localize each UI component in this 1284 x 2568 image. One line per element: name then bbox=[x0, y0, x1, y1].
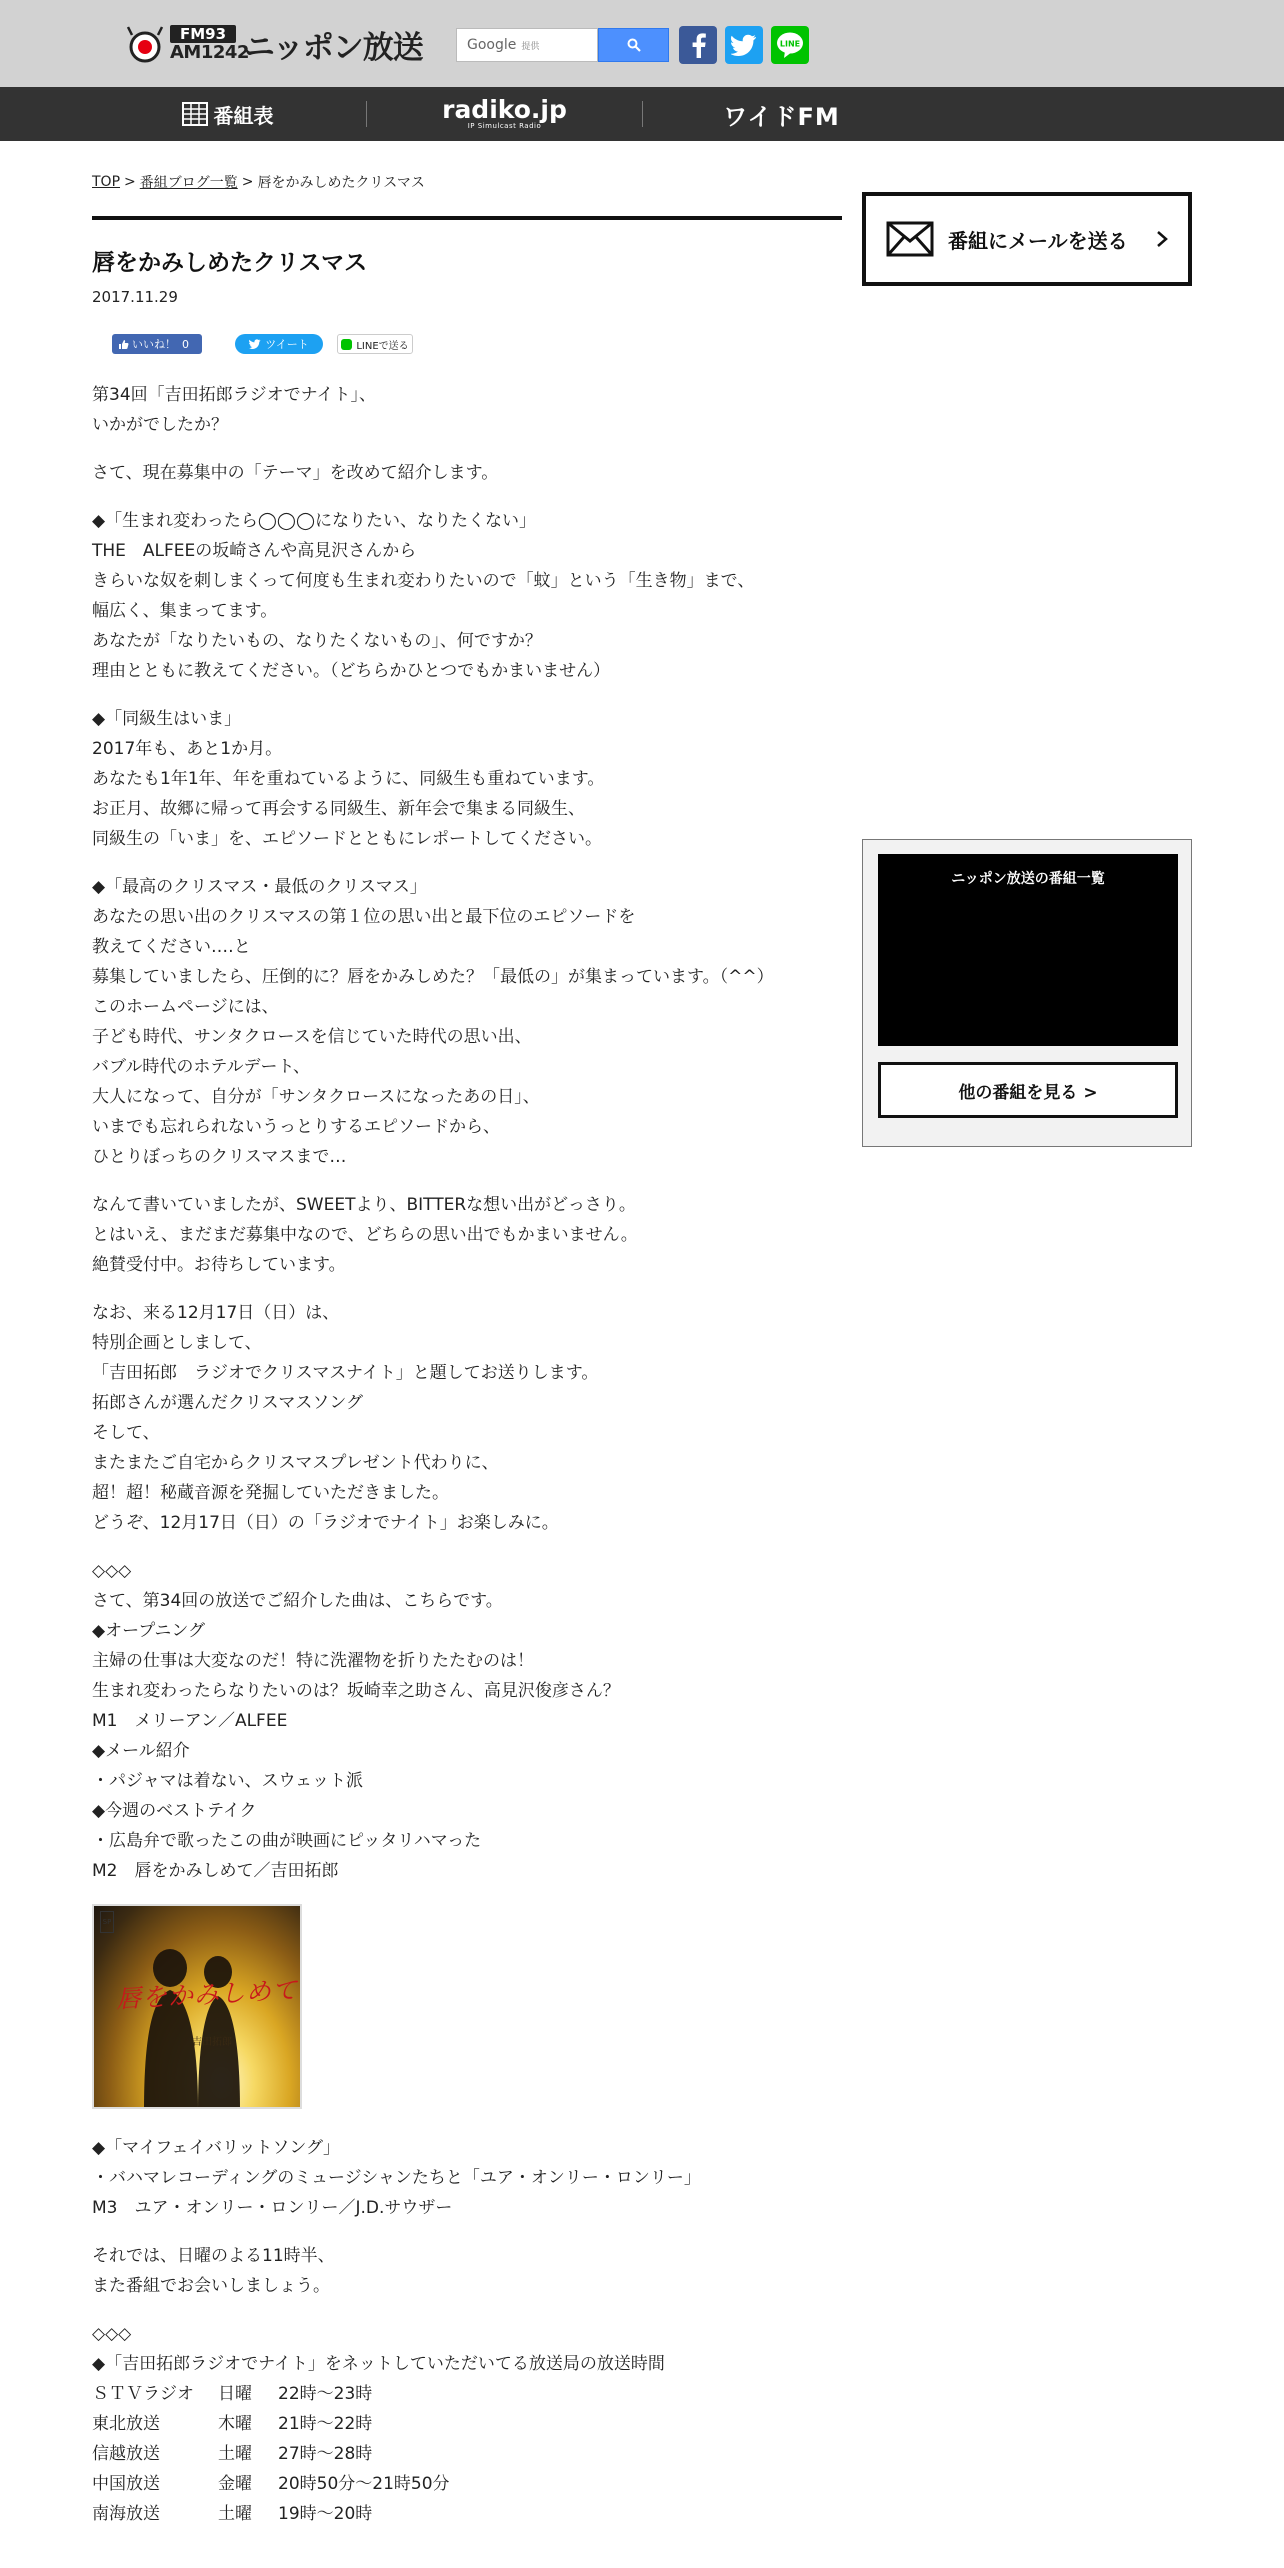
text-line: 2017年も、あと1か月。 bbox=[92, 739, 283, 759]
nav-divider bbox=[642, 101, 643, 127]
station-day: 土曜 bbox=[218, 2444, 252, 2464]
paragraph bbox=[92, 872, 842, 1172]
send-mail-button[interactable] bbox=[862, 192, 1192, 286]
paragraph bbox=[92, 2241, 842, 2301]
text-line: M3 ユア・オンリー・ロンリー／J.D.サウザー bbox=[92, 2198, 453, 2218]
station-time: 22時～23時 bbox=[278, 2384, 373, 2404]
breadcrumb-top-link[interactable]: TOP bbox=[92, 174, 121, 190]
text-line: ◆「マイフェイバリットソング」 bbox=[92, 2138, 341, 2158]
nav-radiko-sub: IP Simulcast Radio bbox=[467, 122, 542, 130]
facebook-icon bbox=[688, 32, 708, 58]
paragraph bbox=[92, 506, 842, 686]
text-line: 理由とともに教えてください。（どちらかひとつでもかまいません） bbox=[92, 661, 611, 681]
chevron-right-icon bbox=[1156, 230, 1168, 248]
grid-table-icon bbox=[182, 102, 208, 126]
twitter-bird-icon bbox=[249, 339, 261, 349]
tweet-label: ツイート bbox=[265, 338, 309, 351]
breadcrumb-separator: > bbox=[124, 174, 136, 190]
text-line: あなたが「なりたいもの、なりたくないもの」、何ですか？ bbox=[92, 631, 542, 651]
line-small-icon bbox=[341, 339, 352, 350]
paragraph bbox=[92, 1298, 842, 1538]
breadcrumb-current: 唇をかみしめたクリスマス bbox=[257, 175, 425, 191]
text-line: 第34回「吉田拓郎ラジオでナイト」、 bbox=[92, 385, 376, 405]
station-day: 日曜 bbox=[218, 2384, 252, 2404]
nav-radiko-label: radiko.jp bbox=[442, 95, 567, 124]
nav-program-guide-label: 番組表 bbox=[213, 103, 274, 128]
google-brand: Google bbox=[467, 37, 517, 53]
blog-main bbox=[92, 172, 842, 2529]
nav-wide-fm-label: ワイドFM bbox=[723, 102, 840, 131]
text-line: 子ども時代、サンタクロースを信じていた時代の思い出、 bbox=[92, 1027, 532, 1047]
paragraph bbox=[92, 380, 842, 440]
site-header bbox=[0, 0, 1284, 87]
google-search bbox=[456, 28, 669, 62]
facebook-share-button[interactable] bbox=[679, 26, 717, 64]
line-send-button[interactable] bbox=[337, 334, 413, 354]
station-name: 信越放送 bbox=[92, 2444, 160, 2464]
text-line: またまたご自宅からクリスマスプレゼント代わりに、 bbox=[92, 1453, 499, 1473]
station-mark-icon bbox=[126, 25, 164, 63]
station-time: 21時～22時 bbox=[278, 2414, 373, 2434]
text-line: ◇◇◇ bbox=[92, 2324, 132, 2344]
title-rule bbox=[92, 216, 842, 220]
text-line: さて、現在募集中の「テーマ」を改めて紹介します。 bbox=[92, 463, 499, 483]
text-line: THE ALFEEの坂崎さんや高見沢さんから bbox=[92, 541, 417, 561]
nav-wide-fm[interactable] bbox=[644, 87, 919, 141]
text-line: このホームページには、 bbox=[92, 997, 279, 1017]
frequency-badge bbox=[170, 24, 249, 64]
station-day: 木曜 bbox=[218, 2414, 252, 2434]
station-time: 27時～28時 bbox=[278, 2444, 373, 2464]
text-line: 拓郎さんが選んだクリスマスソング bbox=[92, 1393, 363, 1413]
text-line: 大人になって、自分が「サンタクロースになったあの日」、 bbox=[92, 1087, 540, 1107]
site-logo[interactable] bbox=[126, 22, 423, 66]
station-name: 東北放送 bbox=[92, 2414, 160, 2434]
station-day: 金曜 bbox=[218, 2474, 252, 2494]
text-line: M1 メリーアン／ALFEE bbox=[92, 1711, 288, 1731]
paragraph bbox=[92, 2319, 842, 2379]
station-row bbox=[92, 2499, 842, 2529]
text-line: お正月、故郷に帰って再会する同級生、新年会で集まる同級生、 bbox=[92, 799, 585, 819]
facebook-like-count: 0 bbox=[182, 337, 189, 351]
station-day: 土曜 bbox=[218, 2504, 252, 2524]
text-line: ・バハマレコーディングのミュージシャンたちと「ユア・オンリー・ロンリー」 bbox=[92, 2168, 701, 2188]
text-line: 絶賛受付中。お待ちしています。 bbox=[92, 1255, 346, 1275]
text-line: なお、来る12月17日（日）は、 bbox=[92, 1303, 340, 1323]
text-line: M2 唇をかみしめて／吉田拓郎 bbox=[92, 1861, 339, 1881]
text-line: ・広島弁で歌ったこの曲が映画にピッタリハマった bbox=[92, 1831, 482, 1851]
text-line: 募集していましたら、圧倒的に？唇をかみしめた？「最低の」が集まっています。（^^） bbox=[92, 967, 774, 987]
program-list-widget bbox=[862, 839, 1192, 1147]
post-title: 唇をかみしめたクリスマス bbox=[92, 250, 368, 276]
send-mail-label: 番組にメールを送る bbox=[948, 228, 1128, 253]
text-line: ひとりぼっちのクリスマスまで… bbox=[92, 1147, 347, 1167]
text-line: どうぞ、12月17日（日）の「ラジオでナイト」お楽しみに。 bbox=[92, 1513, 559, 1533]
program-list-panel bbox=[878, 854, 1178, 1046]
text-line: ・パジャマは着ない、スウェット派 bbox=[92, 1771, 363, 1791]
text-line: ◆「同級生はいま」 bbox=[92, 709, 242, 729]
nav-radiko[interactable] bbox=[367, 87, 642, 141]
paragraph bbox=[92, 704, 842, 854]
twitter-icon bbox=[731, 34, 757, 56]
jacket-artist: 吉田拓郎 bbox=[192, 2037, 232, 2048]
text-line: ◆「最高のクリスマス・最低のクリスマス」 bbox=[92, 877, 427, 897]
thumbs-up-icon bbox=[118, 339, 129, 350]
text-line: ◆メール紹介 bbox=[92, 1741, 190, 1761]
search-provided-label: 提供 bbox=[521, 41, 540, 52]
line-send-label: LINEで送る bbox=[356, 340, 409, 352]
program-list-title: ニッポン放送の番組一覧 bbox=[951, 871, 1105, 887]
twitter-share-button[interactable] bbox=[725, 26, 763, 64]
station-time: 20時50分～21時50分 bbox=[278, 2474, 450, 2494]
text-line: いかがでしたか？ bbox=[92, 415, 228, 435]
svg-text:LINE: LINE bbox=[779, 39, 801, 49]
station-name: 中国放送 bbox=[92, 2474, 160, 2494]
station-time: 19時～20時 bbox=[278, 2504, 373, 2524]
text-line: いまでも忘れられないうっとりするエピソードから、 bbox=[92, 1117, 500, 1137]
text-line: なんて書いていましたが、SWEETより、BITTERな想い出がどっさり。 bbox=[92, 1195, 636, 1215]
search-input[interactable] bbox=[456, 28, 598, 62]
text-line: さて、第34回の放送でご紹介した曲は、こちらです。 bbox=[92, 1591, 503, 1611]
station-row bbox=[92, 2379, 842, 2409]
text-line: ◆「吉田拓郎ラジオでナイト」をネットしていただいてる放送局の放送時間 bbox=[92, 2354, 665, 2374]
facebook-like-button[interactable] bbox=[112, 334, 202, 354]
facebook-like-label: いいね！ bbox=[132, 338, 176, 351]
text-line: ◇◇◇ bbox=[92, 1561, 132, 1581]
station-schedule bbox=[92, 2379, 842, 2529]
paragraph bbox=[92, 1556, 842, 1886]
text-line: また番組でお会いしましょう。 bbox=[92, 2276, 330, 2296]
text-line: 特別企画としまして、 bbox=[92, 1333, 262, 1353]
search-button[interactable] bbox=[598, 28, 669, 62]
paragraph bbox=[92, 1190, 842, 1280]
breadcrumb-blog-list-link[interactable]: 番組ブログ一覧 bbox=[139, 175, 238, 191]
text-line: そして、 bbox=[92, 1423, 160, 1443]
station-row bbox=[92, 2439, 842, 2469]
text-line: 幅広く、集まってます。 bbox=[92, 601, 278, 621]
am-frequency: AM1242 bbox=[170, 42, 249, 63]
main-nav bbox=[0, 87, 1284, 141]
text-line: 教えてください‥‥と bbox=[92, 937, 251, 957]
paragraph bbox=[92, 458, 842, 488]
mail-icon bbox=[886, 221, 934, 257]
text-line: きらいな奴を刺しまくって何度も生まれ変わりたいので「蚊」という「生き物」まで、 bbox=[92, 571, 755, 591]
jacket-title: 唇をかみしめて bbox=[115, 1975, 299, 2014]
share-buttons bbox=[92, 334, 842, 354]
station-name: ＳＴＶラジオ bbox=[92, 2384, 194, 2404]
text-line: ◆オープニング bbox=[92, 1621, 206, 1641]
tweet-button[interactable] bbox=[235, 334, 323, 354]
post-body bbox=[92, 380, 842, 2529]
station-name: 南海放送 bbox=[92, 2504, 160, 2524]
text-line: ◆今週のベストテイク bbox=[92, 1801, 257, 1821]
text-line: 超！超！秘蔵音源を発掘していただきました。 bbox=[92, 1483, 449, 1503]
line-icon bbox=[775, 31, 805, 59]
station-row bbox=[92, 2409, 842, 2439]
breadcrumb bbox=[92, 172, 842, 192]
search-icon bbox=[627, 38, 641, 52]
line-share-button[interactable] bbox=[771, 26, 809, 64]
breadcrumb-separator: > bbox=[241, 174, 254, 190]
record-label-badge: SP bbox=[100, 1911, 114, 1933]
text-line: 同級生の「いま」を、エピソードとともにレポートしてください。 bbox=[92, 829, 602, 849]
text-line: 生まれ変わったらなりたいのは？坂崎幸之助さん、高見沢俊彦さん？ bbox=[92, 1681, 620, 1701]
record-jacket-image bbox=[92, 1904, 302, 2109]
text-line: バブル時代のホテルデート、 bbox=[92, 1057, 310, 1077]
text-line: とはいえ、まだまだ募集中なので、どちらの思い出でもかまいません。 bbox=[92, 1225, 638, 1245]
text-line: あなたの思い出のクリスマスの第１位の思い出と最下位のエピソードを bbox=[92, 907, 636, 927]
text-line: それでは、日曜のよる11時半、 bbox=[92, 2246, 335, 2266]
text-line: 「吉田拓郎 ラジオでクリスマスナイト」と題してお送りします。 bbox=[92, 1363, 599, 1383]
post-date: 2017.11.29 bbox=[92, 288, 178, 306]
text-line: ◆「生まれ変わったら◯◯◯になりたい、なりたくない」 bbox=[92, 511, 536, 531]
nav-program-guide[interactable] bbox=[90, 87, 365, 141]
text-line: 主婦の仕事は大変なのだ！特に洗濯物を折りたたむのは！ bbox=[92, 1651, 534, 1671]
station-name: ニッポン放送 bbox=[244, 29, 423, 66]
text-line: あなたも1年1年、年を重ねているように、同級生も重ねています。 bbox=[92, 769, 605, 789]
other-programs-button[interactable]: 他の番組を見る > bbox=[878, 1062, 1178, 1118]
paragraph bbox=[92, 2133, 842, 2223]
station-row bbox=[92, 2469, 842, 2499]
fm-frequency: FM93 bbox=[170, 25, 236, 43]
